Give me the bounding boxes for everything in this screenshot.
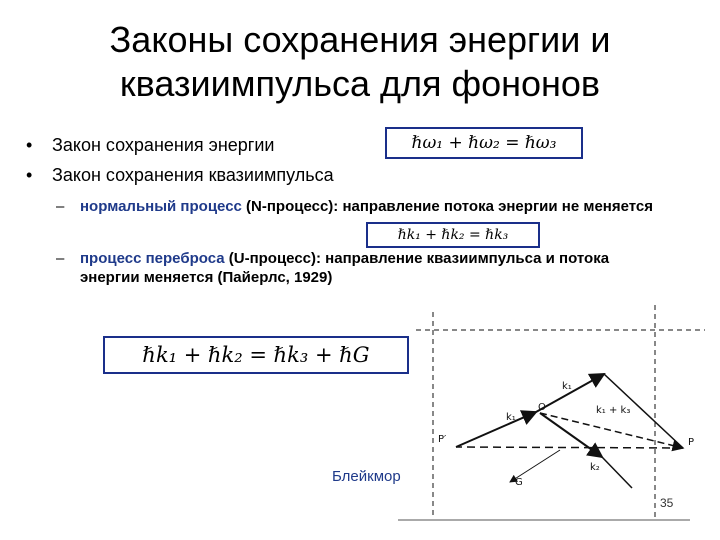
sub-dash: –: [56, 198, 65, 215]
k1-vector: [456, 412, 536, 447]
u-process-name: процесс переброса: [80, 250, 225, 267]
g-line: [456, 447, 683, 448]
label-p-prime: P′: [438, 434, 447, 445]
energy-formula-text: ℏω₁ + ℏω₂ = ℏω₃: [411, 133, 557, 153]
n-momentum-formula-text: ℏk₁ + ℏk₂ = ℏk₃: [397, 227, 509, 243]
label-g: G: [515, 477, 523, 488]
figure-caption: Блейкмор: [332, 468, 401, 485]
label-k1-left: k₁: [506, 412, 516, 423]
label-k1-k3: k₁ + k₃: [596, 405, 631, 416]
u-process-text: (U-процесс): направление квазиимпульса и потока энергии меняется (Пайерлс, 1929): [80, 250, 610, 286]
u-momentum-formula-text: ℏk₁ + ℏk₂ = ℏk₃ + ℏG: [142, 343, 370, 367]
n-process-text: (N-процесс): направление потока энергии не меняется: [241, 198, 654, 215]
bullet-marker: •: [26, 165, 33, 185]
bullet-energy-text: Закон сохранения энергии: [52, 135, 275, 155]
bullet-momentum-text: Закон сохранения квазиимпульса: [52, 165, 334, 185]
k2-extension: [602, 457, 632, 488]
title-line-2: квазиимпульса для фононов: [119, 63, 601, 104]
label-origin: O: [538, 402, 546, 413]
k2-vector: [540, 413, 602, 457]
bullet-marker: •: [26, 135, 33, 155]
k1-top-vector: [536, 374, 604, 412]
label-k1-top: k₁: [562, 381, 572, 392]
title-line-1: Законы сохранения энергии и: [109, 19, 611, 60]
n-process-name: нормальный процесс: [80, 198, 242, 215]
sub-dash: –: [56, 250, 65, 267]
k1-plus-k3-vector: [540, 413, 683, 448]
label-p: P: [688, 437, 695, 448]
slide-number: 35: [660, 496, 674, 510]
label-k2: k₂: [590, 462, 600, 473]
